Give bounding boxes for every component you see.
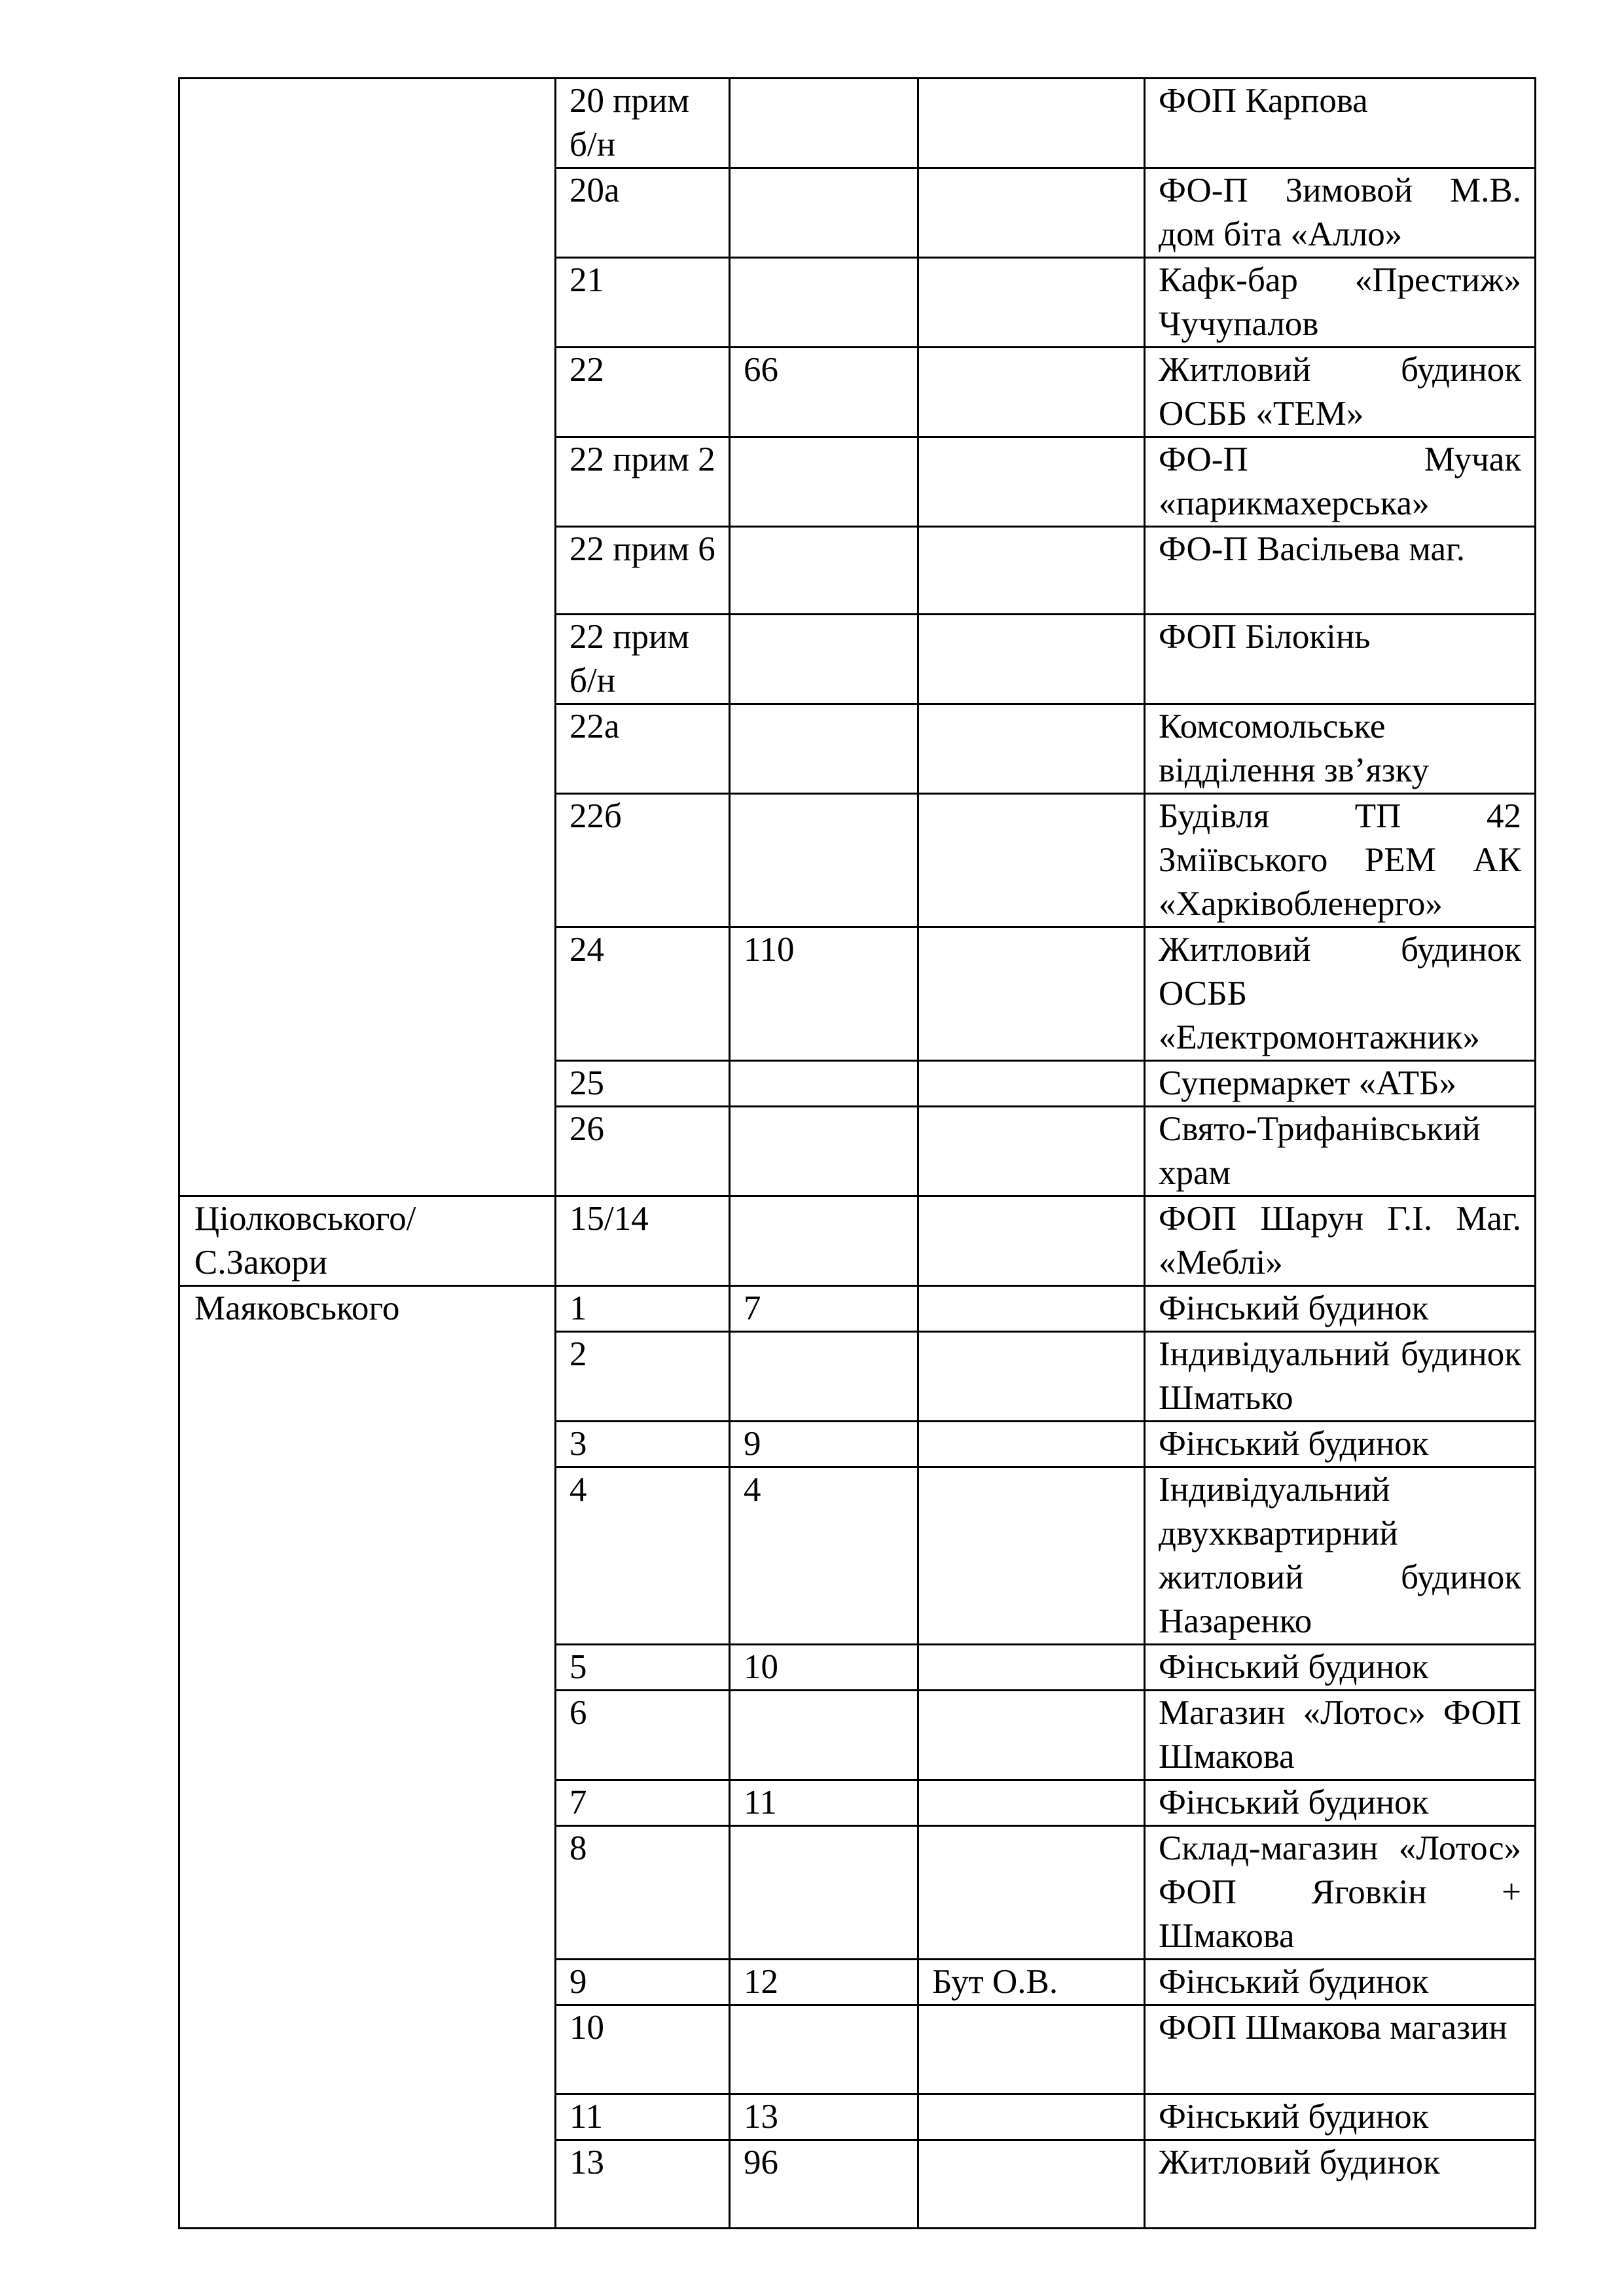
house-number-cell: 5 bbox=[556, 1645, 730, 1691]
description-cell: Фінський будинок bbox=[1145, 1960, 1536, 2005]
description-cell: Фінський будинок bbox=[1145, 2094, 1536, 2140]
description-cell: ФОП Білокінь bbox=[1145, 615, 1536, 704]
apartments-cell bbox=[730, 1691, 918, 1780]
house-number-cell: 10 bbox=[556, 2005, 730, 2094]
owner-cell bbox=[918, 2140, 1145, 2229]
house-number-cell: 7 bbox=[556, 1780, 730, 1826]
description-cell: ФО-П Мучак «парикмахерська» bbox=[1145, 437, 1536, 527]
apartments-cell bbox=[730, 615, 918, 704]
description-cell: Фінський будинок bbox=[1145, 1422, 1536, 1467]
registry-body bbox=[179, 79, 1536, 2229]
owner-cell bbox=[918, 437, 1145, 527]
description-cell: Фінський будинок bbox=[1145, 1780, 1536, 1826]
apartments-cell bbox=[730, 258, 918, 348]
house-number-cell: 1 bbox=[556, 1286, 730, 1332]
owner-cell bbox=[918, 1196, 1145, 1286]
owner-cell bbox=[918, 1332, 1145, 1422]
apartments-cell bbox=[730, 1107, 918, 1196]
owner-cell bbox=[918, 1107, 1145, 1196]
owner-cell bbox=[918, 1645, 1145, 1691]
owner-cell bbox=[918, 168, 1145, 258]
description-cell: ФОП Шарун Г.І. Маг. «Меблі» bbox=[1145, 1196, 1536, 1286]
owner-cell bbox=[918, 704, 1145, 794]
owner-cell bbox=[918, 348, 1145, 437]
description-cell: Фінський будинок bbox=[1145, 1286, 1536, 1332]
owner-cell bbox=[918, 527, 1145, 615]
owner-cell bbox=[918, 927, 1145, 1061]
owner-cell bbox=[918, 1286, 1145, 1332]
house-number-cell: 22 прим 6 bbox=[556, 527, 730, 615]
apartments-cell bbox=[730, 437, 918, 527]
description-cell: Склад-магазин «Лотос» ФОП Яговкін + Шмакова bbox=[1145, 1826, 1536, 1960]
apartments-cell bbox=[730, 527, 918, 615]
description-cell: Житловий будинок ОСББ «Електромонтажник» bbox=[1145, 927, 1536, 1061]
description-cell: Фінський будинок bbox=[1145, 1645, 1536, 1691]
description-cell: Житловий будинок ОСББ «ТЕМ» bbox=[1145, 348, 1536, 437]
owner-cell: Бут О.В. bbox=[918, 1960, 1145, 2005]
apartments-cell bbox=[730, 1061, 918, 1107]
owner-cell bbox=[918, 1826, 1145, 1960]
apartments-cell: 7 bbox=[730, 1286, 918, 1332]
house-number-cell: 4 bbox=[556, 1467, 730, 1645]
apartments-cell bbox=[730, 1332, 918, 1422]
apartments-cell: 9 bbox=[730, 1422, 918, 1467]
description-cell: Індивідуальний будинок Шматько bbox=[1145, 1332, 1536, 1422]
house-number-cell: 15/14 bbox=[556, 1196, 730, 1286]
house-number-cell: 2 bbox=[556, 1332, 730, 1422]
house-number-cell: 20 прим б/н bbox=[556, 79, 730, 168]
address-registry-table bbox=[178, 77, 1536, 2229]
apartments-cell: 110 bbox=[730, 927, 918, 1061]
description-cell: Магазин «Лотос» ФОП Шмакова bbox=[1145, 1691, 1536, 1780]
house-number-cell: 26 bbox=[556, 1107, 730, 1196]
house-number-cell: 11 bbox=[556, 2094, 730, 2140]
description-cell: ФО-П Васільева маг. bbox=[1145, 527, 1536, 615]
house-number-cell: 22 bbox=[556, 348, 730, 437]
description-cell: Свято-Трифанівський храм bbox=[1145, 1107, 1536, 1196]
street-cell bbox=[179, 1286, 556, 2229]
owner-cell bbox=[918, 1422, 1145, 1467]
street-cell bbox=[179, 1196, 556, 1286]
owner-cell bbox=[918, 794, 1145, 927]
apartments-cell: 10 bbox=[730, 1645, 918, 1691]
street-name: Маяковського bbox=[194, 1289, 400, 1327]
description-cell: ФОП Шмакова магазин bbox=[1145, 2005, 1536, 2094]
apartments-cell: 66 bbox=[730, 348, 918, 437]
apartments-cell bbox=[730, 79, 918, 168]
owner-cell bbox=[918, 79, 1145, 168]
owner-cell bbox=[918, 2094, 1145, 2140]
apartments-cell bbox=[730, 168, 918, 258]
description-cell: Супермаркет «АТБ» bbox=[1145, 1061, 1536, 1107]
house-number-cell: 6 bbox=[556, 1691, 730, 1780]
apartments-cell: 96 bbox=[730, 2140, 918, 2229]
table-row bbox=[179, 1196, 1536, 1286]
house-number-cell: 22 прим 2 bbox=[556, 437, 730, 527]
description-cell: Будівля ТП 42 Зміївського РЕМ АК «Харківобленерго» bbox=[1145, 794, 1536, 927]
description-cell: ФОП Карпова bbox=[1145, 79, 1536, 168]
apartments-cell: 4 bbox=[730, 1467, 918, 1645]
apartments-cell bbox=[730, 1826, 918, 1960]
owner-cell bbox=[918, 1467, 1145, 1645]
house-number-cell: 20а bbox=[556, 168, 730, 258]
house-number-cell: 3 bbox=[556, 1422, 730, 1467]
apartments-cell: 12 bbox=[730, 1960, 918, 2005]
apartments-cell: 13 bbox=[730, 2094, 918, 2140]
street-name: Ціолковського/ С.Закори bbox=[194, 1200, 416, 1282]
description-cell: Житловий будинок bbox=[1145, 2140, 1536, 2229]
house-number-cell: 13 bbox=[556, 2140, 730, 2229]
apartments-cell bbox=[730, 1196, 918, 1286]
description-cell: ФО-П Зимовой М.В. дом біта «Алло» bbox=[1145, 168, 1536, 258]
house-number-cell: 22 прим б/н bbox=[556, 615, 730, 704]
owner-cell bbox=[918, 1780, 1145, 1826]
apartments-cell bbox=[730, 794, 918, 927]
owner-cell bbox=[918, 615, 1145, 704]
description-cell: Індивідуальний двухквартирний житловий будинок Назаренко bbox=[1145, 1467, 1536, 1645]
street-cell bbox=[179, 79, 556, 1196]
owner-cell bbox=[918, 2005, 1145, 2094]
owner-cell bbox=[918, 1691, 1145, 1780]
house-number-cell: 24 bbox=[556, 927, 730, 1061]
house-number-cell: 25 bbox=[556, 1061, 730, 1107]
description-cell: Комсомольське відділення зв’язку bbox=[1145, 704, 1536, 794]
house-number-cell: 21 bbox=[556, 258, 730, 348]
description-cell: Кафк-бар «Престиж» Чучупалов bbox=[1145, 258, 1536, 348]
owner-cell bbox=[918, 1061, 1145, 1107]
house-number-cell: 22а bbox=[556, 704, 730, 794]
table-row bbox=[179, 79, 1536, 168]
table-row bbox=[179, 1286, 1536, 1332]
house-number-cell: 22б bbox=[556, 794, 730, 927]
house-number-cell: 9 bbox=[556, 1960, 730, 2005]
house-number-cell: 8 bbox=[556, 1826, 730, 1960]
apartments-cell bbox=[730, 2005, 918, 2094]
apartments-cell bbox=[730, 704, 918, 794]
apartments-cell: 11 bbox=[730, 1780, 918, 1826]
owner-cell bbox=[918, 258, 1145, 348]
